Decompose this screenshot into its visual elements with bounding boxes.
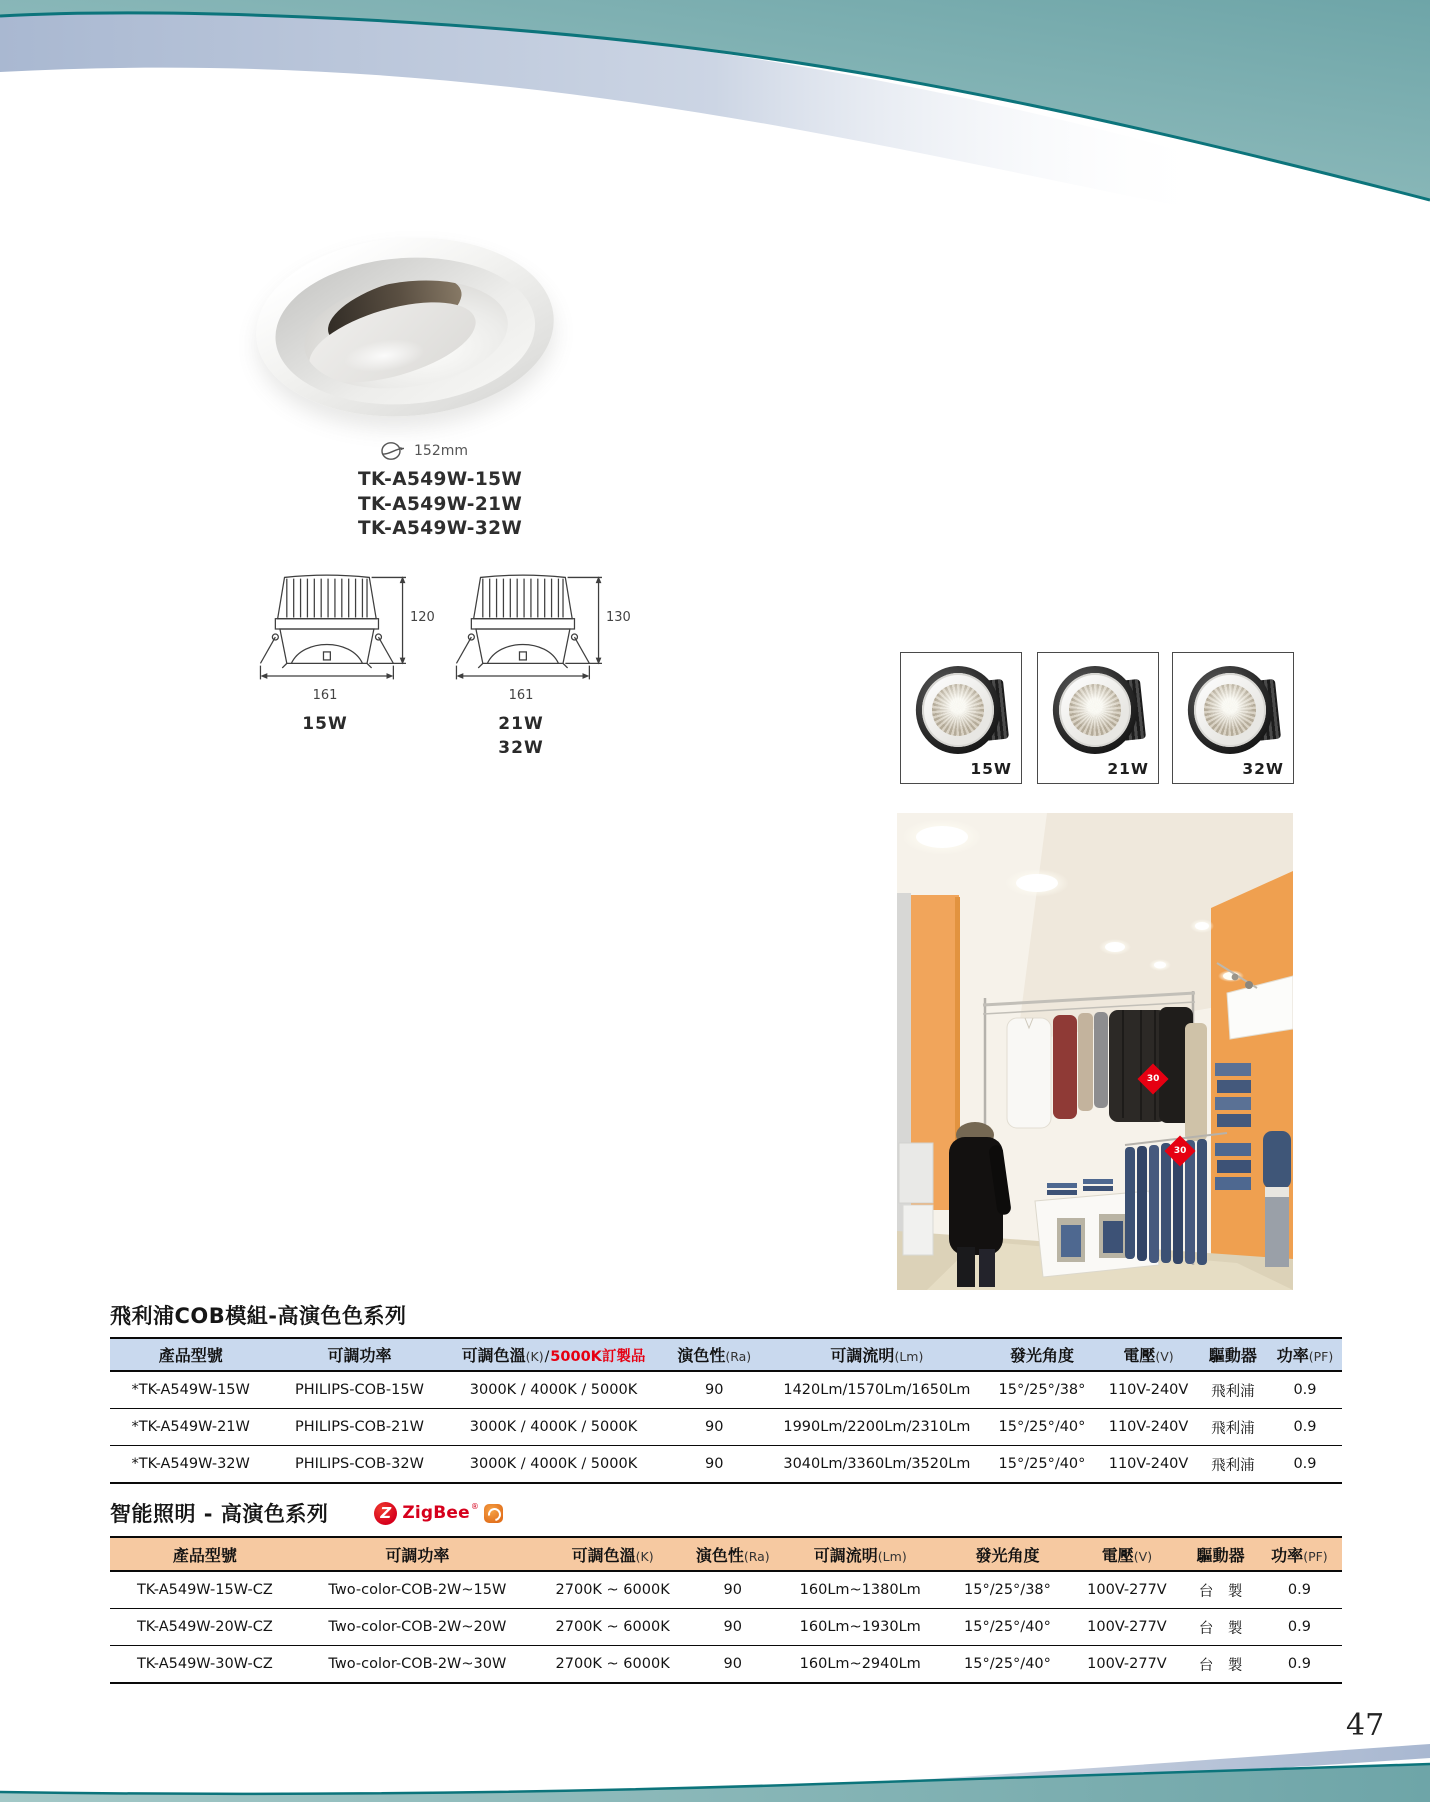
col-header-cct (535, 1543, 690, 1566)
col-label: 產品型號 (158, 1346, 223, 1365)
section2-title: 智能照明 - 高演色系列 (110, 1502, 329, 1526)
col-header-cri (659, 1343, 769, 1366)
table-cell: 100V-277V (1087, 1582, 1167, 1598)
col-header-lumen (769, 1343, 985, 1366)
cutout-icon (380, 440, 407, 462)
height-dimension: 130 (606, 610, 631, 625)
table-cell: 15°/25°/40° (964, 1619, 1051, 1635)
col-label: 可調色溫 (461, 1346, 526, 1365)
table-row (110, 1446, 1342, 1484)
col-unit: (K) (525, 1349, 544, 1364)
table-cell: 15°/25°/40° (998, 1419, 1086, 1435)
smart-lighting-table (110, 1536, 1342, 1684)
table-cell: 90 (705, 1419, 724, 1435)
table-cell: 0.9 (1287, 1619, 1311, 1635)
col-label: 功率 (1271, 1545, 1304, 1565)
table-header-row (110, 1339, 1342, 1372)
wattage-label: 21W (498, 714, 544, 734)
col-header-driver (1184, 1543, 1257, 1566)
col-label: 發光角度 (1009, 1346, 1074, 1365)
dimension-drawing-15w (252, 574, 435, 754)
col-label: 產品型號 (172, 1545, 237, 1565)
table-body (110, 1572, 1342, 1684)
module-photo-15w (900, 652, 1022, 784)
led-module-image (915, 666, 1007, 756)
table-cell: 100V-277V (1087, 1619, 1167, 1635)
module-watt-label: 15W (970, 760, 1012, 778)
table-row (110, 1609, 1342, 1646)
cert-badge-icon (484, 1504, 503, 1523)
col-header-voltage (1099, 1343, 1198, 1366)
philips-cob-table (110, 1337, 1342, 1484)
downlight-product-photo (256, 238, 554, 416)
table-row (110, 1646, 1342, 1684)
section2-header (110, 1498, 503, 1528)
col-header-driver (1198, 1343, 1268, 1366)
table-cell: 飛利浦 (1211, 1420, 1255, 1437)
table-cell: TK-A549W-15W-CZ (136, 1582, 273, 1598)
table-cell: 90 (723, 1656, 742, 1672)
table-cell: PHILIPS-COB-32W (294, 1456, 424, 1472)
model-number: TK-A549W-15W (358, 469, 523, 490)
col-unit: (V) (1133, 1548, 1153, 1564)
col-header-pf (1268, 1343, 1342, 1366)
table-cell: 1990Lm/2200Lm/2310Lm (783, 1419, 971, 1435)
table-cell: 台 製 (1198, 1657, 1243, 1674)
store-photo (897, 813, 1293, 1290)
zigbee-label: ZigBee (402, 1503, 470, 1523)
table-cell: 2700K ~ 6000K (555, 1619, 670, 1635)
table-cell: 台 製 (1198, 1583, 1243, 1600)
table-cell: 飛利浦 (1211, 1457, 1255, 1474)
model-number: TK-A549W-32W (358, 518, 523, 539)
col-header-model (110, 1543, 300, 1566)
table-row (110, 1409, 1342, 1446)
table-cell: 0.9 (1293, 1382, 1317, 1398)
table-cell: 3000K / 4000K / 5000K (469, 1456, 638, 1472)
table-cell: 0.9 (1293, 1419, 1317, 1435)
col-label: 可調流明 (830, 1346, 895, 1365)
custom-order-note: 5000K訂製品 (550, 1349, 646, 1365)
col-header-pf (1257, 1543, 1342, 1566)
sale-tag-text: 30 (1173, 1146, 1187, 1156)
table-cell: TK-A549W-20W-CZ (136, 1619, 273, 1635)
table-cell: 15°/25°/38° (998, 1382, 1086, 1398)
wattage-label: 15W (302, 714, 348, 734)
col-label: 可調流明 (813, 1545, 878, 1565)
table-cell: 110V-240V (1108, 1419, 1189, 1435)
table-cell: 3000K / 4000K / 5000K (469, 1419, 638, 1435)
table-cell: 15°/25°/40° (998, 1456, 1086, 1472)
lamp-trim-ring (250, 228, 560, 426)
cob-chip (932, 684, 984, 736)
table-cell: PHILIPS-COB-15W (294, 1382, 424, 1398)
cob-chip (1069, 684, 1121, 736)
col-label: 功率 (1276, 1346, 1309, 1365)
table-cell: Two-color-COB-2W~15W (328, 1582, 507, 1598)
col-header-beam (945, 1543, 1069, 1566)
col-unit: (Ra) (743, 1548, 770, 1564)
table-cell: 台 製 (1198, 1620, 1243, 1637)
table-cell: 90 (723, 1619, 742, 1635)
store-photo-illustration (897, 813, 1293, 1290)
table-cell: 90 (705, 1456, 724, 1472)
col-label: 可調色溫 (571, 1545, 636, 1565)
col-label: 驅動器 (1196, 1545, 1245, 1565)
table-cell: 110V-240V (1108, 1382, 1189, 1398)
cutout-spec (380, 440, 468, 462)
header-decoration (0, 0, 1430, 250)
col-label: 發光角度 (975, 1545, 1040, 1565)
module-photo-32w (1172, 652, 1294, 784)
col-unit: (K) (635, 1548, 654, 1564)
table-cell: 90 (723, 1582, 742, 1598)
footer-decoration (0, 1742, 1430, 1802)
module-watt-label: 21W (1107, 760, 1149, 778)
col-unit: (Lm) (877, 1548, 907, 1564)
section1-title: 飛利浦COB模組-高演色色系列 (110, 1304, 407, 1328)
col-header-model (110, 1343, 271, 1366)
module-photo-21w (1037, 652, 1159, 784)
col-header-beam (985, 1343, 1100, 1366)
col-label: 電壓 (1123, 1346, 1156, 1365)
col-unit: (PF) (1308, 1349, 1334, 1364)
zigbee-logo (374, 1502, 503, 1525)
table-body (110, 1372, 1342, 1484)
downlight-drawing (252, 574, 411, 684)
table-cell: 110V-240V (1108, 1456, 1189, 1472)
col-header-power (271, 1343, 447, 1366)
model-number-list (358, 468, 522, 542)
table-cell: 15°/25°/40° (964, 1656, 1051, 1672)
col-label: 可調功率 (385, 1545, 450, 1565)
table-cell: *TK-A549W-32W (131, 1456, 250, 1472)
width-dimension: 161 (508, 688, 534, 703)
table-cell: 160Lm~1380Lm (799, 1582, 921, 1598)
table-cell: 0.9 (1287, 1656, 1311, 1672)
col-header-lumen (775, 1543, 945, 1566)
col-header-power (300, 1543, 535, 1566)
table-cell: 1420Lm/1570Lm/1650Lm (783, 1382, 971, 1398)
col-label: 演色性 (677, 1346, 726, 1365)
model-number: TK-A549W-21W (358, 493, 523, 515)
lamp-reflector (297, 269, 514, 402)
col-unit: (Ra) (725, 1349, 752, 1364)
led-module-image (1052, 666, 1144, 756)
registered-mark: ® (470, 1501, 479, 1511)
col-unit: (V) (1155, 1349, 1174, 1364)
height-dimension: 120 (410, 610, 435, 625)
table-cell: 160Lm~2940Lm (799, 1656, 921, 1672)
lamp-inner-ring (271, 249, 540, 413)
table-cell: 飛利浦 (1211, 1383, 1255, 1400)
table-cell: 15°/25°/38° (964, 1582, 1051, 1598)
col-label: 驅動器 (1208, 1346, 1257, 1365)
table-cell: 90 (705, 1382, 724, 1398)
table-row (110, 1372, 1342, 1409)
module-watt-label: 32W (1242, 760, 1284, 778)
table-cell: Two-color-COB-2W~20W (328, 1619, 507, 1635)
col-unit: (PF) (1303, 1548, 1328, 1564)
table-cell: 160Lm~1930Lm (799, 1619, 921, 1635)
col-header-voltage (1070, 1543, 1185, 1566)
table-cell: 0.9 (1293, 1456, 1317, 1472)
table-row (110, 1572, 1342, 1609)
col-separator: / (544, 1349, 550, 1365)
col-unit: (Lm) (894, 1349, 924, 1364)
dimension-drawing-21w-32w (448, 574, 631, 758)
table-cell: 3040Lm/3360Lm/3520Lm (783, 1456, 971, 1472)
table-cell: 2700K ~ 6000K (555, 1582, 670, 1598)
width-dimension: 161 (312, 688, 338, 703)
col-label: 演色性 (695, 1545, 744, 1565)
table-cell: PHILIPS-COB-21W (294, 1419, 424, 1435)
cob-chip (1204, 684, 1256, 736)
table-cell: *TK-A549W-21W (131, 1419, 250, 1435)
wattage-label: 32W (498, 738, 544, 758)
table-cell: 3000K / 4000K / 5000K (469, 1382, 638, 1398)
col-label: 可調功率 (327, 1346, 392, 1365)
table-cell: 2700K ~ 6000K (555, 1656, 670, 1672)
page-number: 47 (1346, 1708, 1385, 1743)
table-cell: TK-A549W-30W-CZ (136, 1656, 273, 1672)
col-label: 電壓 (1101, 1545, 1134, 1565)
sale-tag-text: 30 (1146, 1074, 1160, 1084)
table-cell: Two-color-COB-2W~30W (328, 1656, 507, 1672)
table-header-row (110, 1538, 1342, 1572)
downlight-drawing (448, 574, 607, 684)
led-module-image (1187, 666, 1279, 756)
col-header-cri (690, 1543, 775, 1566)
zigbee-icon: Z (374, 1502, 397, 1525)
table-cell: 100V-277V (1087, 1656, 1167, 1672)
table-cell: 0.9 (1287, 1582, 1311, 1598)
table-cell: *TK-A549W-15W (131, 1382, 250, 1398)
col-header-cct (448, 1343, 660, 1366)
cutout-value: 152mm (414, 443, 468, 459)
